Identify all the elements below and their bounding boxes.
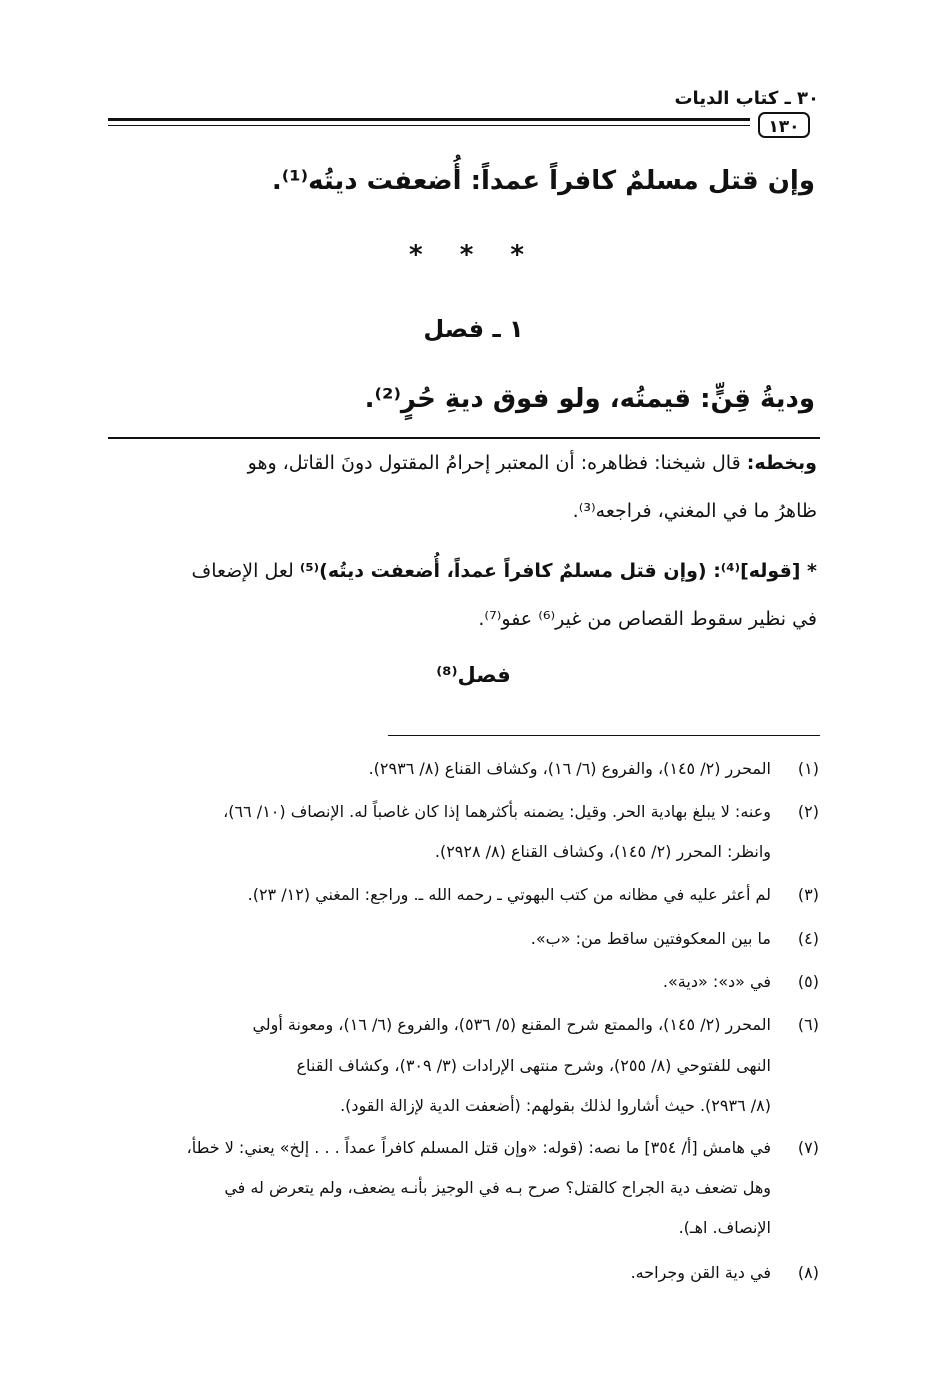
- section-divider-stars: * * *: [409, 240, 538, 270]
- footnote-1-line-1: المحرر (٢/ ١٤٥)، والفروع (٦/ ١٦)، وكشاف القناع (٨/ ٢٩٣٦).: [368, 759, 771, 778]
- section-heading: ١ ـ فصل: [423, 315, 524, 343]
- commentary-p1-lead: وبخطه:: [746, 452, 817, 474]
- text-separator: [108, 437, 820, 439]
- main-text-line-1: وإن قتل مسلمٌ كافراً عمداً: أُضعفت ديتُه⁽¹⁾.: [271, 166, 815, 196]
- commentary-p1-text: قال شيخنا: فظاهره: أن المعتبر إحرامُ المقتول دونَ القاتل، وهو: [247, 452, 741, 474]
- footnote-5-line-1: في «د»: «دية».: [662, 972, 771, 991]
- footnote-2-line-2: وانظر: المحرر (٢/ ١٤٥)، وكشاف القناع (٨/ ٢٩٢٨).: [434, 842, 771, 861]
- footnote-4-line-1: ما بين المعكوفتين ساقط من: «ب».: [530, 929, 771, 948]
- footnote-3-line-1: لم أعثر عليه في مظانه من كتب البهوتي ـ رحمه الله ـ. وراجع: المغني (١٢/ ٢٣).: [247, 885, 771, 904]
- footnote-3-number: (٣): [797, 885, 819, 904]
- header-rule-thin: [108, 125, 750, 126]
- footnote-4-number: (٤): [797, 929, 819, 948]
- commentary-p2-lead: * [قوله]⁽⁴⁾: (وإن قتل مسلمٌ كافراً عمداً، أُضعفت ديتُه)⁽⁵⁾: [299, 560, 817, 582]
- footnote-7-number: (٧): [797, 1138, 819, 1157]
- commentary-fasl-heading: فصل⁽⁸⁾: [436, 663, 511, 687]
- footnote-7-line-2: وهل تضعف دية الجراح كالقتل؟ صرح بـه في الوجيز بأنـه يضعف، ولم يتعرض له في: [224, 1178, 771, 1197]
- page-number: ١٣٠: [758, 112, 810, 138]
- footnote-7-line-3: الإنصاف. اهـ).: [678, 1218, 771, 1237]
- commentary-p1-line2: ظاهرُ ما في المغني، فراجعه⁽³⁾.: [572, 500, 817, 522]
- footnote-8-number: (٨): [797, 1263, 819, 1282]
- footnote-2-number: (٢): [797, 802, 819, 821]
- footnote-6-line-3: (٨/ ٢٩٣٦). حيث أشاروا لذلك بقولهم: (أضعفت الدية لإزالة القود).: [340, 1096, 771, 1115]
- footnote-2-line-1: وعنه: لا يبلغ بهادية الحر. وقيل: يضمنه بأكثرهما إذا كان غاصباً له. الإنصاف (١٠/ ٦٦)،: [223, 802, 771, 821]
- commentary-p2-line1: [192, 560, 817, 582]
- running-header-title: ٣٠ ـ كتاب الديات: [674, 88, 819, 109]
- footnote-6-line-1: المحرر (٢/ ١٤٥)، والممتع شرح المقنع (٥/ ٥٣٦)، والفروع (٦/ ١٦)، ومعونة أولي: [252, 1015, 771, 1034]
- footnote-separator: [388, 735, 820, 736]
- footnote-8-line-1: في دية القن وجراحه.: [630, 1263, 771, 1282]
- header-rule-thick: [108, 118, 750, 121]
- footnote-1-number: (١): [797, 759, 819, 778]
- footnote-7-line-1: في هامش [أ/ ٣٥٤] ما نصه: (قوله: «وإن قتل المسلم كافراً عمداً . . . إلخ» يعني: لا خطأ،: [186, 1138, 771, 1157]
- main-text-line-2: وديةُ قِنٍّ: قيمتُه، ولو فوق ديةِ حُرٍ⁽²⁾.: [364, 384, 815, 414]
- commentary-p2-line2: في نظير سقوط القصاص من غير⁽⁶⁾ عفو⁽⁷⁾.: [478, 608, 817, 630]
- commentary-p1-line1: [248, 452, 817, 474]
- footnote-6-line-2: النهى للفتوحي (٨/ ٢٥٥)، وشرح منتهى الإرادات (٣/ ٣٠٩)، وكشاف القناع: [296, 1056, 771, 1075]
- commentary-p2-tail: لعل الإضعاف: [191, 560, 294, 582]
- footnote-6-number: (٦): [797, 1015, 819, 1034]
- footnote-5-number: (٥): [797, 972, 819, 991]
